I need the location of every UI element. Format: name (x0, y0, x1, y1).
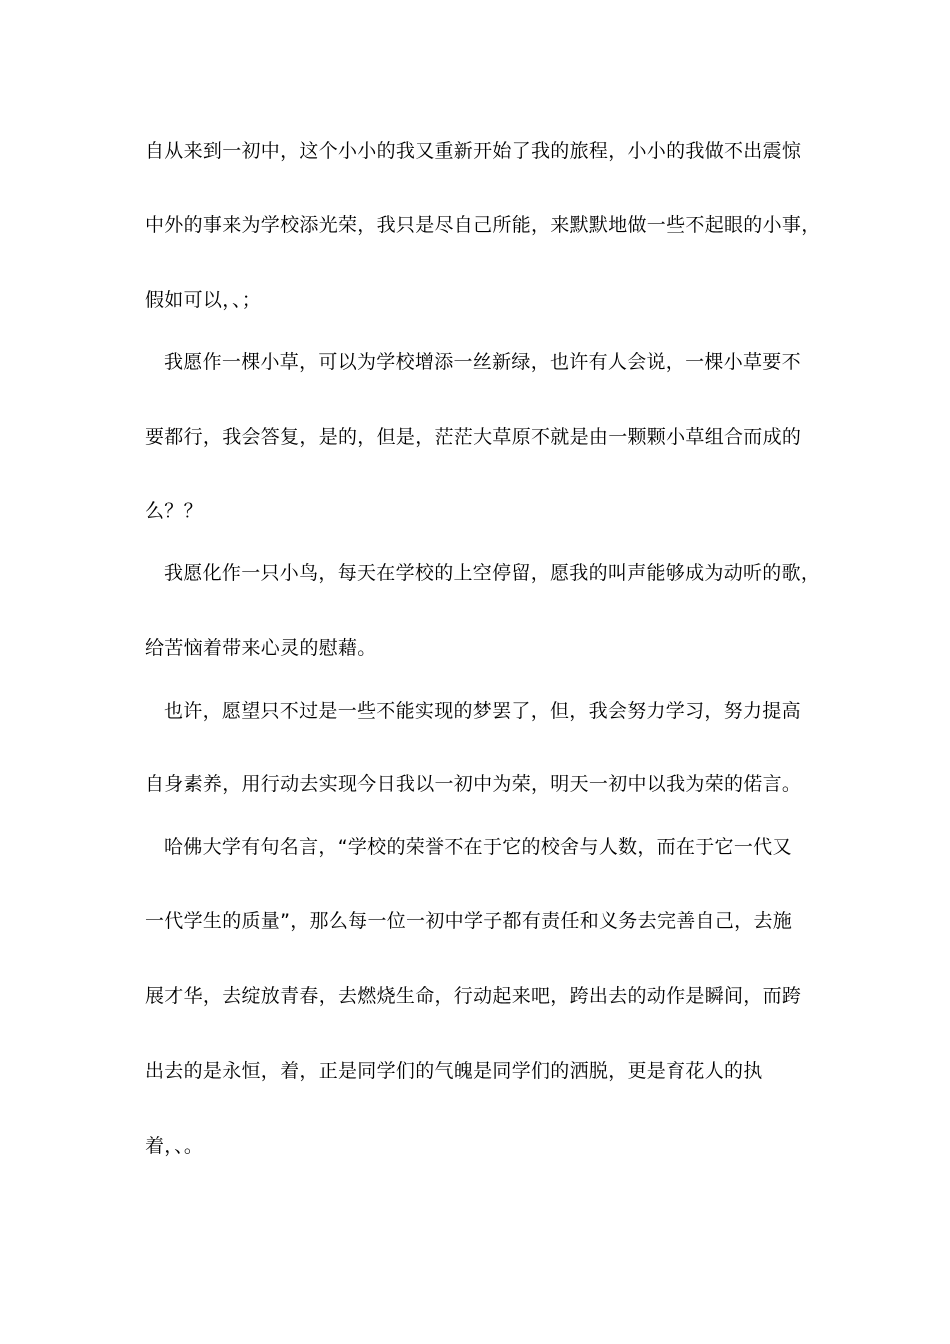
text-line: 出去的是永恒，着，正是同学们的气魄是同学们的洒脱，更是育花人的执 (145, 1060, 763, 1082)
text-line: 自从来到一初中，这个小小的我又重新开始了我的旅程，小小的我做不出震惊 (145, 140, 802, 162)
text-line: 一代学生的质量”，那么每一位一初中学子都有责任和义务去完善自己，去施 (145, 910, 793, 932)
text-line: 么？？ (145, 500, 203, 522)
text-line: 展才华，去绽放青春，去燃烧生命，行动起来吧，跨出去的动作是瞬间，而跨 (145, 985, 802, 1007)
text-line: 中外的事来为学校添光荣，我只是尽自己所能，来默默地做一些不起眼的小事， (145, 214, 821, 236)
text-line: 给苦恼着带来心灵的慰藉。 (145, 637, 377, 659)
text-line: 我愿化作一只小鸟，每天在学校的上空停留，愿我的叫声能够成为动听的歌， (164, 562, 821, 584)
text-line: 假如可以，、； (145, 289, 262, 311)
text-line: 要都行，我会答复，是的，但是，茫茫大草原不就是由一颗颗小草组合而成的 (145, 426, 802, 448)
text-line: 也许，愿望只不过是一些不能实现的梦罢了，但，我会努力学习，努力提高 (164, 700, 801, 722)
text-line: 自身素养，用行动去实现今日我以一初中为荣，明天一初中以我为荣的偌言。 (145, 773, 802, 795)
text-line: 着，、。 (145, 1135, 204, 1157)
text-line: 哈佛大学有句名言，“学校的荣誉不在于它的校舍与人数，而在于它一代又 (164, 836, 792, 858)
text-line: 我愿作一棵小草，可以为学校增添一丝新绿，也许有人会说，一棵小草要不 (164, 351, 801, 373)
